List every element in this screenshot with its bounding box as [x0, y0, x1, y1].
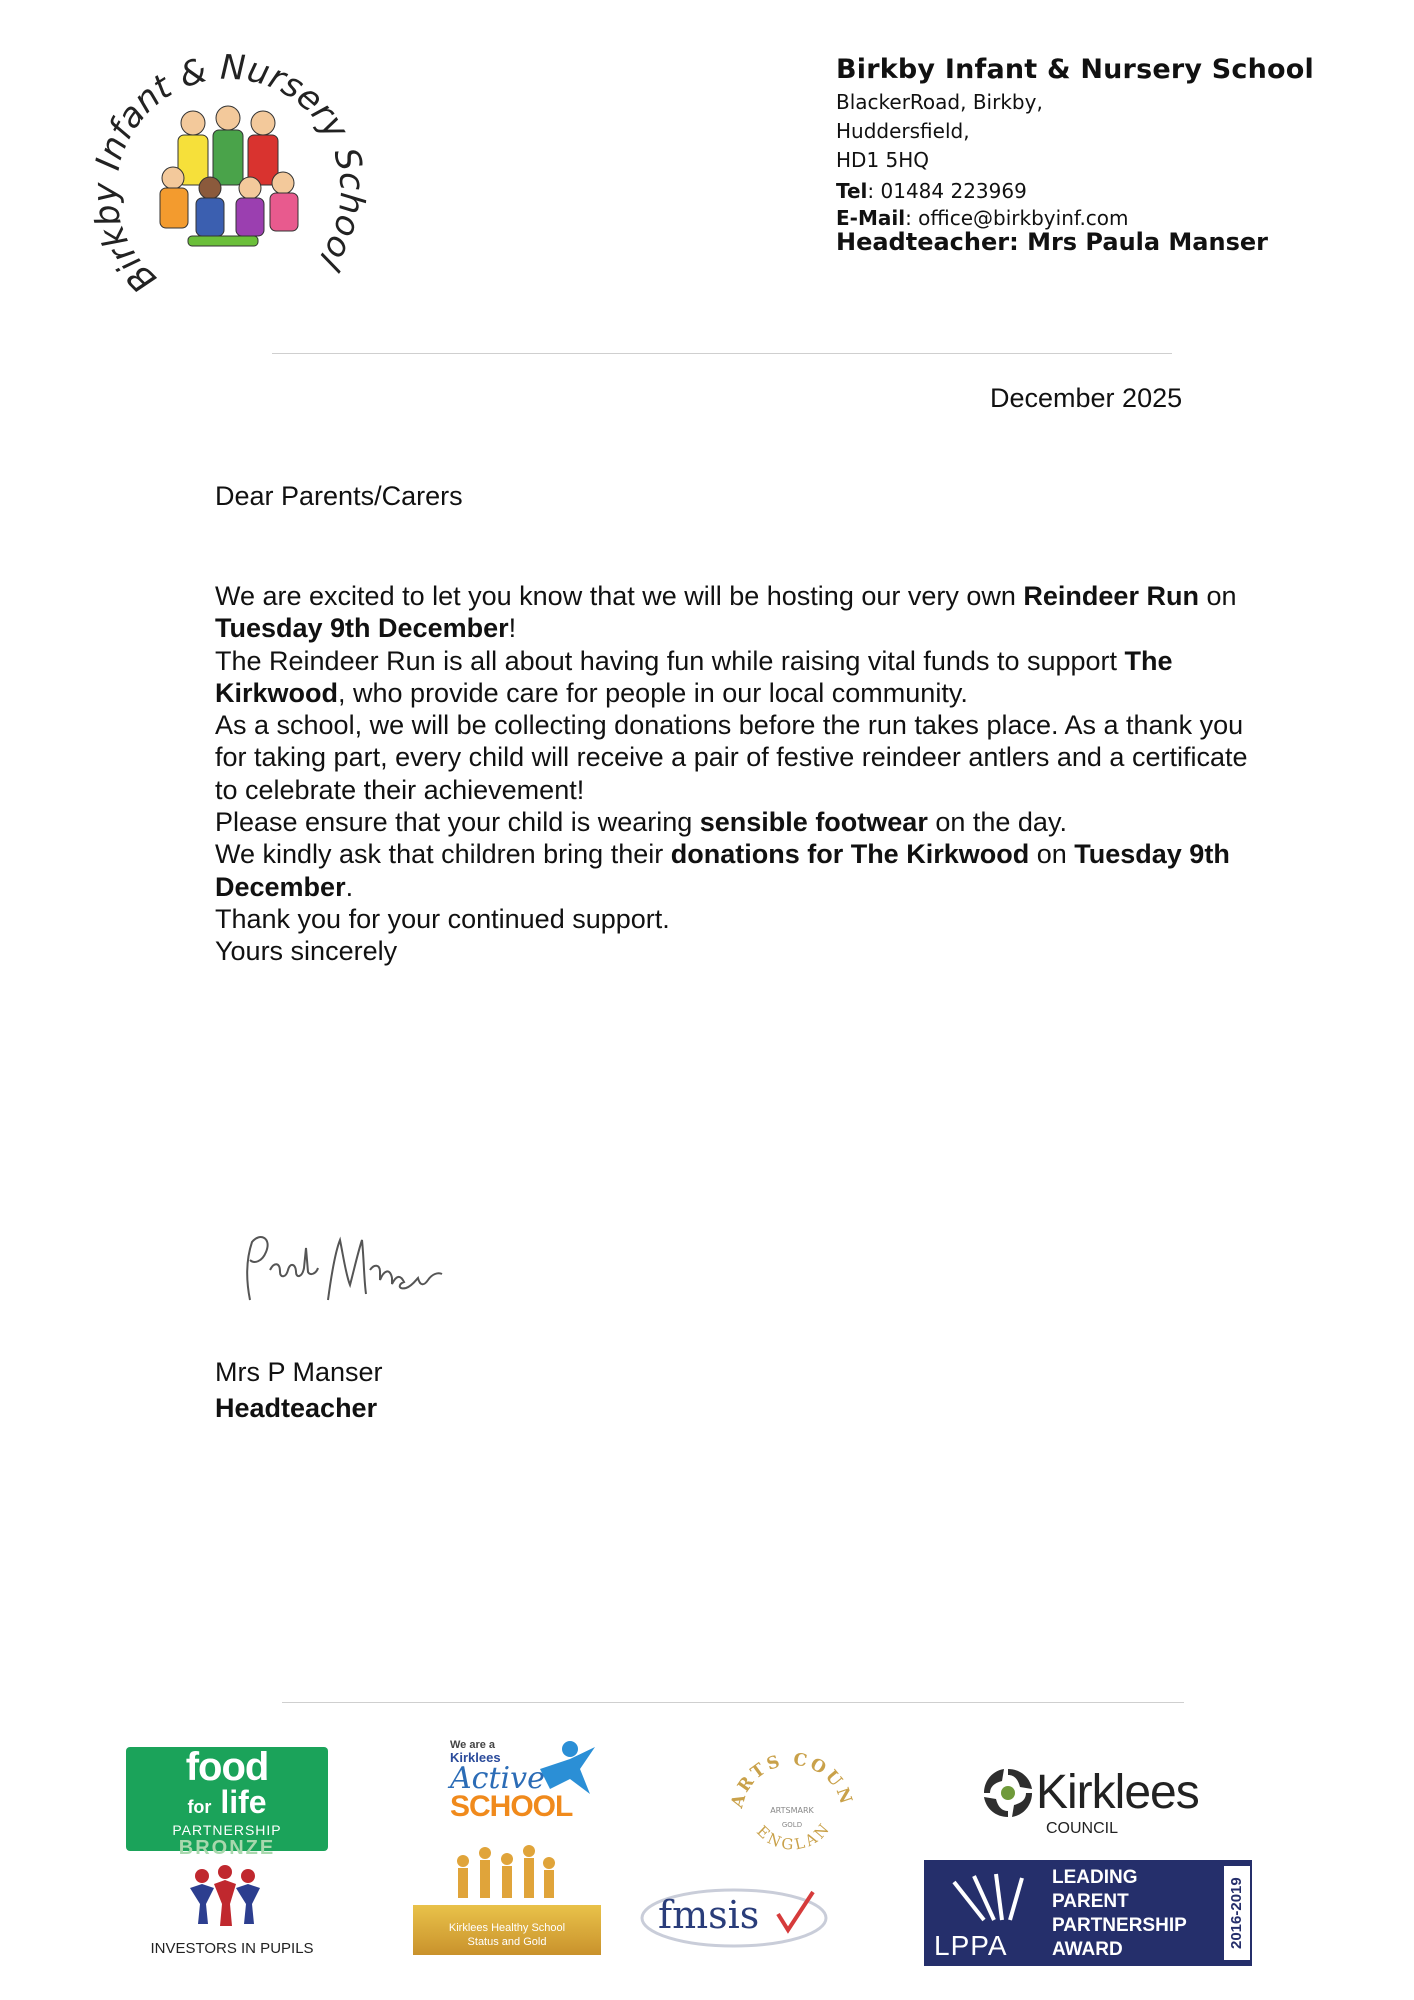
email-label: E-Mail [836, 206, 906, 230]
p1-text-3: ! [508, 613, 517, 644]
p1-bold-date: Tuesday 9th December [215, 613, 509, 644]
address-line-1: BlackerRoad, Birkby, [836, 90, 1043, 114]
healthy-school-badge [413, 1905, 601, 1955]
p1-text: We are excited to let you know that we will be hosting our very own [215, 581, 1024, 611]
letter-date: December 2025 [990, 383, 1183, 413]
ffl-for-life [126, 1784, 328, 1822]
children-illustration [160, 106, 298, 246]
active-we-are-a: We are a [450, 1739, 496, 1751]
p4-text: Please ensure that your child is wearing [215, 807, 700, 838]
ffl-partnership: PARTNERSHIP [172, 1822, 282, 1838]
arts-mid: ARTSMARK [770, 1806, 814, 1815]
p4-text-2: on the day. [927, 807, 1067, 838]
paragraph-4 [215, 806, 1275, 838]
healthy-line2: Status and Gold [467, 1936, 547, 1948]
salutation: Dear Parents/Carers [215, 481, 463, 511]
telephone [836, 175, 1314, 207]
investors-in-pupils-label: INVESTORS IN PUPILS [150, 1940, 314, 1957]
closing: Yours sincerely [215, 936, 398, 967]
letter-body [215, 580, 1275, 968]
tel-value: : 01484 223969 [867, 179, 1027, 203]
p4-bold-footwear: sensible footwear [699, 807, 928, 838]
school-header [836, 52, 1314, 255]
svg-text:ARTS COUNCIL [727, 1745, 857, 1811]
arts-level: GOLD [781, 1821, 803, 1829]
school-children-logo-icon [78, 38, 378, 308]
lppa-award-text [1052, 1866, 1187, 1962]
lppa-line4: AWARD [1052, 1939, 1123, 1960]
lppa-line1: LEADING [1052, 1867, 1138, 1888]
arts-top: ARTS COUN [727, 1749, 857, 1811]
logo-ring-text: Birkby Infant & Nursery School [85, 47, 372, 301]
arts-bottom: ENGLAN [753, 1818, 835, 1854]
postcode: HD1 5HQ [836, 148, 930, 172]
p2-bold-charity: The Kirkwood [215, 645, 1173, 708]
paragraph-5 [215, 838, 1275, 903]
arts-council-badge [727, 1745, 857, 1875]
ffl-for: for [187, 1797, 212, 1817]
ffl-level: BRONZE [178, 1837, 276, 1859]
school-logo [78, 38, 378, 308]
active-kirklees: Kirklees [450, 1750, 501, 1765]
kirklees-council-logo [980, 1765, 1199, 1837]
address-line-2: Huddersfield, [836, 119, 970, 143]
header-divider [272, 353, 1172, 354]
signatory-name: Mrs P Manser [215, 1357, 383, 1387]
p5-bold-date: Tuesday 9th December [215, 839, 1230, 902]
food-for-life-badge [126, 1745, 328, 1859]
active-active: Active [450, 1761, 545, 1796]
fmsis-label: fmsis [658, 1893, 760, 1937]
lppa-line3: PARTNERSHIP [1052, 1915, 1187, 1936]
p5-bold-donations: donations for The Kirkwood [670, 839, 1030, 870]
kirklees-active-school-badge [450, 1739, 610, 1829]
lppa-line2: PARENT [1052, 1891, 1129, 1912]
email [836, 207, 1314, 229]
email-value: : office@birkbyinf.com [905, 206, 1129, 230]
healthy-line1: Kirklees Healthy School [448, 1922, 566, 1934]
handwritten-signature [232, 1230, 462, 1320]
kirklees-name: Kirklees [1036, 1766, 1199, 1819]
signatory-role: Headteacher [215, 1393, 378, 1423]
ffl-food: food [185, 1745, 269, 1789]
footer-divider [282, 1702, 1184, 1703]
p2-text: The Reindeer Run is all about having fun while raising vital funds to support [215, 645, 1125, 676]
paragraph-3: As a school, we will be collecting donations before the run takes place. As a thank you for taking part, every child will receive a pair of festive reindeer antlers and a certificate to celebrate their achievement! [215, 710, 1248, 805]
fmsis-badge [638, 1884, 830, 1950]
healthy-school-figures-icon [443, 1843, 563, 1905]
paragraph-2 [215, 645, 1275, 710]
p5-text: We kindly ask that children bring their [215, 839, 671, 870]
kirklees-council-text: COUNCIL [1046, 1820, 1119, 1837]
lppa-spark-icon [944, 1870, 1044, 1926]
jumping-child-icon [530, 1739, 600, 1799]
p1-text-2: on [1198, 581, 1237, 611]
active-school: SCHOOL [450, 1790, 573, 1823]
p5-text-3: . [345, 871, 354, 902]
headteacher-line: Headteacher: Mrs Paula Manser [836, 228, 1268, 256]
p1-bold-event: Reindeer Run [1023, 581, 1199, 611]
p5-text-2: on [1029, 839, 1075, 870]
investors-in-pupils-icon [180, 1864, 270, 1930]
lppa-years: 2016-2019 [1224, 1866, 1250, 1960]
ffl-life: life [220, 1784, 267, 1820]
paragraph-6: Thank you for your continued support. [215, 903, 670, 934]
school-name: Birkby Infant & Nursery School [836, 54, 1314, 85]
lppa-award-badge [924, 1860, 1252, 1966]
paragraph-1 [215, 580, 1275, 645]
p2-text-2: , who provide care for people in our local community. [338, 677, 968, 708]
tel-label: Tel [836, 179, 868, 203]
kirklees-swirl-icon [980, 1765, 1036, 1821]
lppa-acronym: LPPA [934, 1930, 1008, 1961]
